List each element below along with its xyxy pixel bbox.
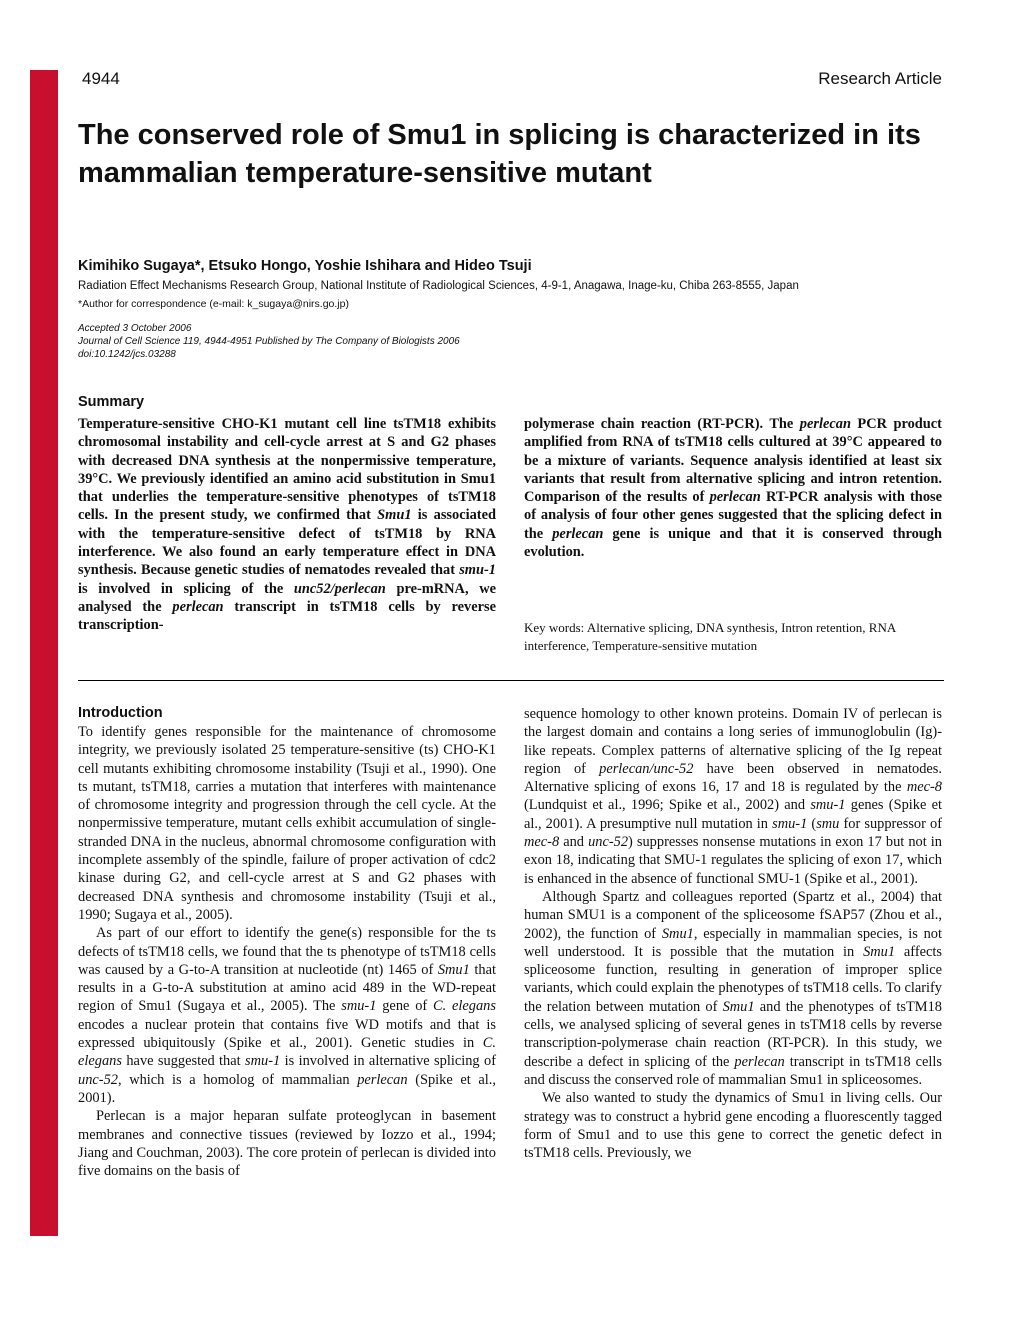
summary-left-column <box>78 415 496 635</box>
citation: Journal of Cell Science 119, 4944-4951 Published by The Company of Biologists 2006 <box>78 336 460 347</box>
article-title: The conserved role of Smu1 in splicing is characterized in its mammalian temperature-sensitive mutant <box>78 119 921 189</box>
accepted-date: Accepted 3 October 2006 <box>78 323 192 334</box>
section-divider <box>78 680 944 681</box>
publication-info <box>78 322 460 361</box>
journal-name: Journal of Cell Science <box>63 619 84 821</box>
introduction-heading: Introduction <box>78 705 163 721</box>
intro-paragraph: sequence homology to other known proteins. Domain IV of perlecan is the largest domain and contains a long series of immunoglobulin (Ig)-like repeats. Complex patterns of alternative splicing of the Ig repeat region of perlecan/unc-52 have been observed in nematodes. Alternative splicing of exons 16, 17 and 18 is regulated by the mec-8 (Lundquist et al., 1996; Spike et al., 2002) and smu-1 genes (Spike et al., 2001). A presumptive null mutation in smu-1 (smu for suppressor of mec-8 and unc-52) suppresses nonsense mutations in exon 17 but not in exon 18, indicating that SMU-1 regulates the splicing of exon 17, which is enhanced in the absence of functional SMU-1 (Spike et al., 2001). <box>524 706 942 887</box>
intro-paragraph: To identify genes responsible for the maintenance of chromosome integrity, we previously isolated 25 temperature-sensitive (ts) CHO-K1 cell mutants exhibiting chromosome instability (Tsuji et al., 1990). One ts mutant, tsTM18, carries a mutation that interferes with maintenance of chromosome integrity and progression through the cell cycle. At the nonpermissive temperature, mutant cells exhibit accumulation of single-stranded DNA in the nucleus, abnormal chromosome configuration with incomplete assembly of the spindle, failure of proper activation of cdc2 kinase during G2, and cell-cycle arrest at S and G2 phases with decreased DNA synthesis and chromosome instability (Tsuji et al., 1990; Sugaya et al., 2005). <box>78 724 496 923</box>
author-list: Kimihiko Sugaya*, Etsuko Hongo, Yoshie Ishihara and Hideo Tsuji <box>78 258 532 274</box>
journal-sidebar <box>30 70 84 1236</box>
summary-right-column <box>524 415 942 561</box>
intro-paragraph: We also wanted to study the dynamics of Smu1 in living cells. Our strategy was to construct a hybrid gene encoding a fluorescently tagged form of Smu1 and to use this gene to correct the genetic defect in tsTM18 cells. Previously, we <box>524 1090 942 1162</box>
summary-heading: Summary <box>78 394 145 410</box>
keywords: Key words: Alternative splicing, DNA synthesis, Intron retention, RNA interference, Temperature-sensitive mutation <box>524 620 896 653</box>
article-type: Research Article <box>818 69 942 88</box>
doi: doi:10.1242/jcs.03288 <box>78 349 176 360</box>
intro-paragraph: As part of our effort to identify the gene(s) responsible for the ts defects of tsTM18 cells, we found that the ts phenotype of tsTM18 cells was caused by a G-to-A transition at nucleotide (nt) 1465 of Smu1 that results in a G-to-A substitution at amino acid 489 in the WD-repeat region of Smu1 (Sugaya et al., 2005). The smu-1 gene of C. elegans encodes a nuclear protein that contains five WD motifs and that is expressed ubiquitously (Spike et al., 2001). Genetic studies in C. elegans have suggested that smu-1 is involved in alternative splicing of unc-52, which is a homolog of mammalian perlecan (Spike et al., 2001). <box>78 925 496 1106</box>
introduction-right-column <box>524 705 942 1162</box>
page-number: 4944 <box>82 69 120 88</box>
affiliation: Radiation Effect Mechanisms Research Group, National Institute of Radiological Sciences, 4-9-1, Anagawa, Inage-ku, Chiba 263-8555, Japan <box>78 280 799 292</box>
introduction-left-column <box>78 723 496 1180</box>
summary-paragraph: Temperature-sensitive CHO-K1 mutant cell line tsTM18 exhibits chromosomal instability and cell-cycle arrest at S and G2 phases with decreased DNA synthesis at the nonpermissive temperature, 39°C. We previously identified an amino acid substitution in Smu1 that underlies the temperature-sensitive phenotypes of tsTM18 cells. In the present study, we confirmed that Smu1 is associated with the temperature-sensitive defect of tsTM18 by RNA interference. We also found an early temperature effect in DNA synthesis. Because genetic studies of nematodes revealed that smu-1 is involved in splicing of the unc52/perlecan pre-mRNA, we analysed the perlecan transcript in tsTM18 cells by reverse transcription- <box>78 416 496 634</box>
summary-paragraph-cont: polymerase chain reaction (RT-PCR). The perlecan PCR product amplified from RNA of tsTM18 cells cultured at 39°C appeared to be a mixture of variants. Sequence analysis identified at least six variants that result from alternative splicing and intron retention. Comparison of the results of perlecan RT-PCR analysis with those of analysis of four other genes suggested that the splicing defect in the perlecan gene is unique and that it is conserved through evolution. <box>524 416 943 561</box>
correspondence: *Author for correspondence (e-mail: k_sugaya@nirs.go.jp) <box>78 298 349 310</box>
intro-paragraph: Although Spartz and colleagues reported (Spartz et al., 2004) that human SMU1 is a component of the spliceosome fSAP57 (Zhou et al., 2002), the function of Smu1, especially in mammalian species, is not well understood. It is possible that the mutation in Smu1 affects spliceosome function, resulting in generation of improper splice variants, which could explain the phenotypes of tsTM18 cells. To clarify the relation between mutation of Smu1 and the phenotypes of tsTM18 cells, we analysed splicing of several genes in tsTM18 cells by reverse transcription-polymerase chain reaction (RT-PCR). In this study, we describe a defect in splicing of the perlecan transcript in tsTM18 cells and discuss the conserved role of mammalian Smu1 in spliceosomes. <box>524 888 942 1088</box>
intro-paragraph: Perlecan is a major heparan sulfate proteoglycan in basement membranes and connective tissues (reviewed by Iozzo et al., 1994; Jiang and Couchman, 2003). The core protein of perlecan is divided into five domains on the basis of <box>78 1108 496 1180</box>
